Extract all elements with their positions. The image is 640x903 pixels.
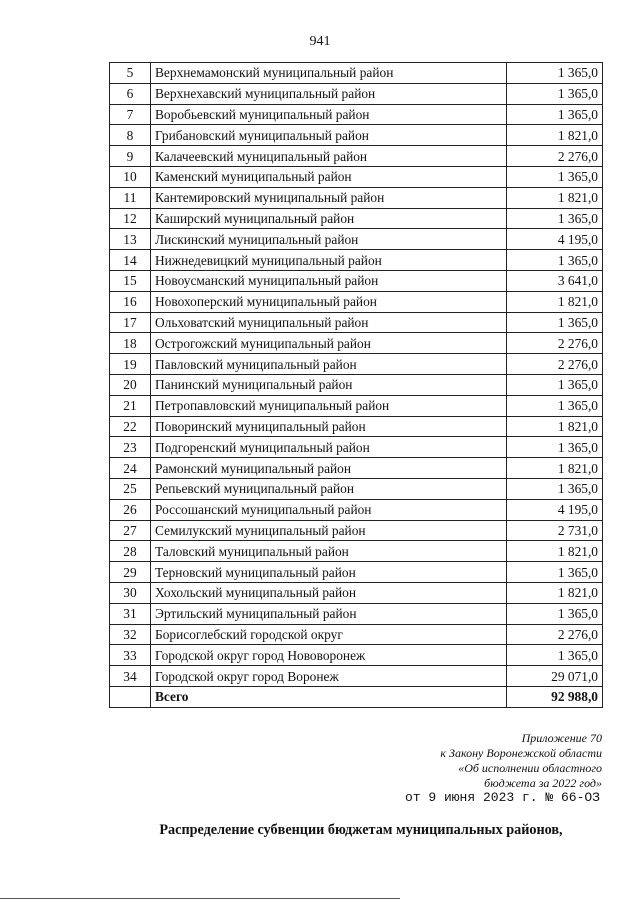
table-row — [110, 312, 603, 333]
district-name: Эртильский муниципальный район — [151, 603, 507, 624]
district-name: Новоусманский муниципальный район — [151, 270, 507, 291]
table-row — [110, 250, 603, 271]
table-row — [110, 291, 603, 312]
total-label: Всего — [151, 686, 507, 707]
table-row — [110, 582, 603, 603]
subvention-amount: 1 365,0 — [507, 104, 603, 125]
table-row — [110, 208, 603, 229]
subvention-table — [109, 62, 603, 708]
row-number: 8 — [110, 125, 151, 146]
district-name: Острогожский муниципальный район — [151, 333, 507, 354]
table-row — [110, 520, 603, 541]
subvention-amount: 1 365,0 — [507, 395, 603, 416]
subvention-amount: 1 821,0 — [507, 291, 603, 312]
subvention-amount: 2 276,0 — [507, 624, 603, 645]
table-row — [110, 603, 603, 624]
district-name: Лискинский муниципальный район — [151, 229, 507, 250]
appendix-line: «Об исполнении областного — [458, 761, 602, 775]
appendix-line: к Закону Воронежской области — [440, 746, 602, 760]
row-number: 17 — [110, 312, 151, 333]
row-number: 5 — [110, 63, 151, 84]
district-name: Каменский муниципальный район — [151, 166, 507, 187]
row-number: 21 — [110, 395, 151, 416]
table-row — [110, 624, 603, 645]
row-number: 10 — [110, 166, 151, 187]
row-number: 33 — [110, 645, 151, 666]
table-row — [110, 166, 603, 187]
row-number: 30 — [110, 582, 151, 603]
district-name: Борисоглебский городской округ — [151, 624, 507, 645]
table-row — [110, 333, 603, 354]
subvention-amount: 1 365,0 — [507, 250, 603, 271]
subvention-amount: 1 821,0 — [507, 582, 603, 603]
table-row — [110, 666, 603, 687]
subvention-amount: 1 821,0 — [507, 416, 603, 437]
subvention-amount: 2 276,0 — [507, 146, 603, 167]
row-number: 29 — [110, 562, 151, 583]
table-row — [110, 83, 603, 104]
subvention-amount: 2 276,0 — [507, 333, 603, 354]
district-name: Панинский муниципальный район — [151, 374, 507, 395]
district-name: Терновский муниципальный район — [151, 562, 507, 583]
row-number: 20 — [110, 374, 151, 395]
row-number: 23 — [110, 437, 151, 458]
table-row — [110, 416, 603, 437]
subvention-amount: 1 821,0 — [507, 458, 603, 479]
district-name: Нижнедевицкий муниципальный район — [151, 250, 507, 271]
table-row — [110, 562, 603, 583]
subvention-amount: 2 276,0 — [507, 354, 603, 375]
table-row — [110, 270, 603, 291]
subvention-amount: 1 821,0 — [507, 541, 603, 562]
law-date-stamp: от 9 июня 2023 г. № 66-ОЗ — [404, 790, 600, 805]
subvention-amount: 1 365,0 — [507, 645, 603, 666]
district-name: Каширский муниципальный район — [151, 208, 507, 229]
table-row — [110, 187, 603, 208]
table-row — [110, 395, 603, 416]
district-name: Воробьевский муниципальный район — [151, 104, 507, 125]
district-name: Репьевский муниципальный район — [151, 478, 507, 499]
table-row — [110, 104, 603, 125]
row-number: 25 — [110, 478, 151, 499]
row-number: 24 — [110, 458, 151, 479]
page-number: 941 — [309, 34, 331, 49]
row-number: 7 — [110, 104, 151, 125]
table-row — [110, 125, 603, 146]
row-number: 19 — [110, 354, 151, 375]
district-name: Семилукский муниципальный район — [151, 520, 507, 541]
table-row — [110, 458, 603, 479]
subvention-amount: 4 195,0 — [507, 499, 603, 520]
table-row — [110, 354, 603, 375]
subvention-amount: 1 365,0 — [507, 437, 603, 458]
row-number: 12 — [110, 208, 151, 229]
appendix-note — [440, 731, 602, 791]
district-name: Рамонский муниципальный район — [151, 458, 507, 479]
district-name: Городской округ город Воронеж — [151, 666, 507, 687]
appendix-line: бюджета за 2022 год» — [484, 776, 602, 790]
subvention-amount: 1 365,0 — [507, 562, 603, 583]
district-name: Городской округ город Нововоронеж — [151, 645, 507, 666]
table-row — [110, 63, 603, 84]
row-number: 13 — [110, 229, 151, 250]
subvention-amount: 1 365,0 — [507, 312, 603, 333]
district-name: Кантемировский муниципальный район — [151, 187, 507, 208]
table-total-row — [110, 686, 603, 707]
district-name: Павловский муниципальный район — [151, 354, 507, 375]
subvention-amount: 29 071,0 — [507, 666, 603, 687]
district-name: Новохоперский муниципальный район — [151, 291, 507, 312]
subvention-amount: 1 365,0 — [507, 603, 603, 624]
row-number: 27 — [110, 520, 151, 541]
row-number: 14 — [110, 250, 151, 271]
district-name: Хохольский муниципальный район — [151, 582, 507, 603]
row-number: 32 — [110, 624, 151, 645]
district-name: Россошанский муниципальный район — [151, 499, 507, 520]
table-row — [110, 374, 603, 395]
district-name: Верхнехавский муниципальный район — [151, 83, 507, 104]
bottom-rule — [0, 898, 400, 899]
row-number: 28 — [110, 541, 151, 562]
row-number: 11 — [110, 187, 151, 208]
row-number: 26 — [110, 499, 151, 520]
total-number-cell — [110, 686, 151, 707]
row-number: 18 — [110, 333, 151, 354]
district-name: Петропавловский муниципальный район — [151, 395, 507, 416]
row-number: 31 — [110, 603, 151, 624]
subvention-amount: 1 365,0 — [507, 478, 603, 499]
subvention-amount: 1 365,0 — [507, 166, 603, 187]
table-row — [110, 499, 603, 520]
table-row — [110, 478, 603, 499]
row-number: 16 — [110, 291, 151, 312]
row-number: 15 — [110, 270, 151, 291]
table-row — [110, 541, 603, 562]
row-number: 22 — [110, 416, 151, 437]
district-name: Верхнемамонский муниципальный район — [151, 63, 507, 84]
district-name: Поворинский муниципальный район — [151, 416, 507, 437]
table-row — [110, 437, 603, 458]
table-row — [110, 229, 603, 250]
district-name: Грибановский муниципальный район — [151, 125, 507, 146]
total-amount: 92 988,0 — [507, 686, 603, 707]
table-row — [110, 146, 603, 167]
row-number: 34 — [110, 666, 151, 687]
subvention-amount: 1 365,0 — [507, 208, 603, 229]
table-row — [110, 645, 603, 666]
table-body — [110, 63, 603, 708]
appendix-line: Приложение 70 — [521, 731, 602, 745]
subvention-amount: 3 641,0 — [507, 270, 603, 291]
subvention-amount: 4 195,0 — [507, 229, 603, 250]
district-name: Калачеевский муниципальный район — [151, 146, 507, 167]
district-name: Ольховатский муниципальный район — [151, 312, 507, 333]
subvention-amount: 2 731,0 — [507, 520, 603, 541]
subvention-amount: 1 365,0 — [507, 83, 603, 104]
subvention-amount: 1 365,0 — [507, 63, 603, 84]
row-number: 9 — [110, 146, 151, 167]
district-name: Таловский муниципальный район — [151, 541, 507, 562]
district-name: Подгоренский муниципальный район — [151, 437, 507, 458]
subvention-amount: 1 821,0 — [507, 187, 603, 208]
subvention-amount: 1 365,0 — [507, 374, 603, 395]
row-number: 6 — [110, 83, 151, 104]
section-heading: Распределение субвенции бюджетам муниципальных районов, — [159, 822, 563, 838]
subvention-amount: 1 821,0 — [507, 125, 603, 146]
